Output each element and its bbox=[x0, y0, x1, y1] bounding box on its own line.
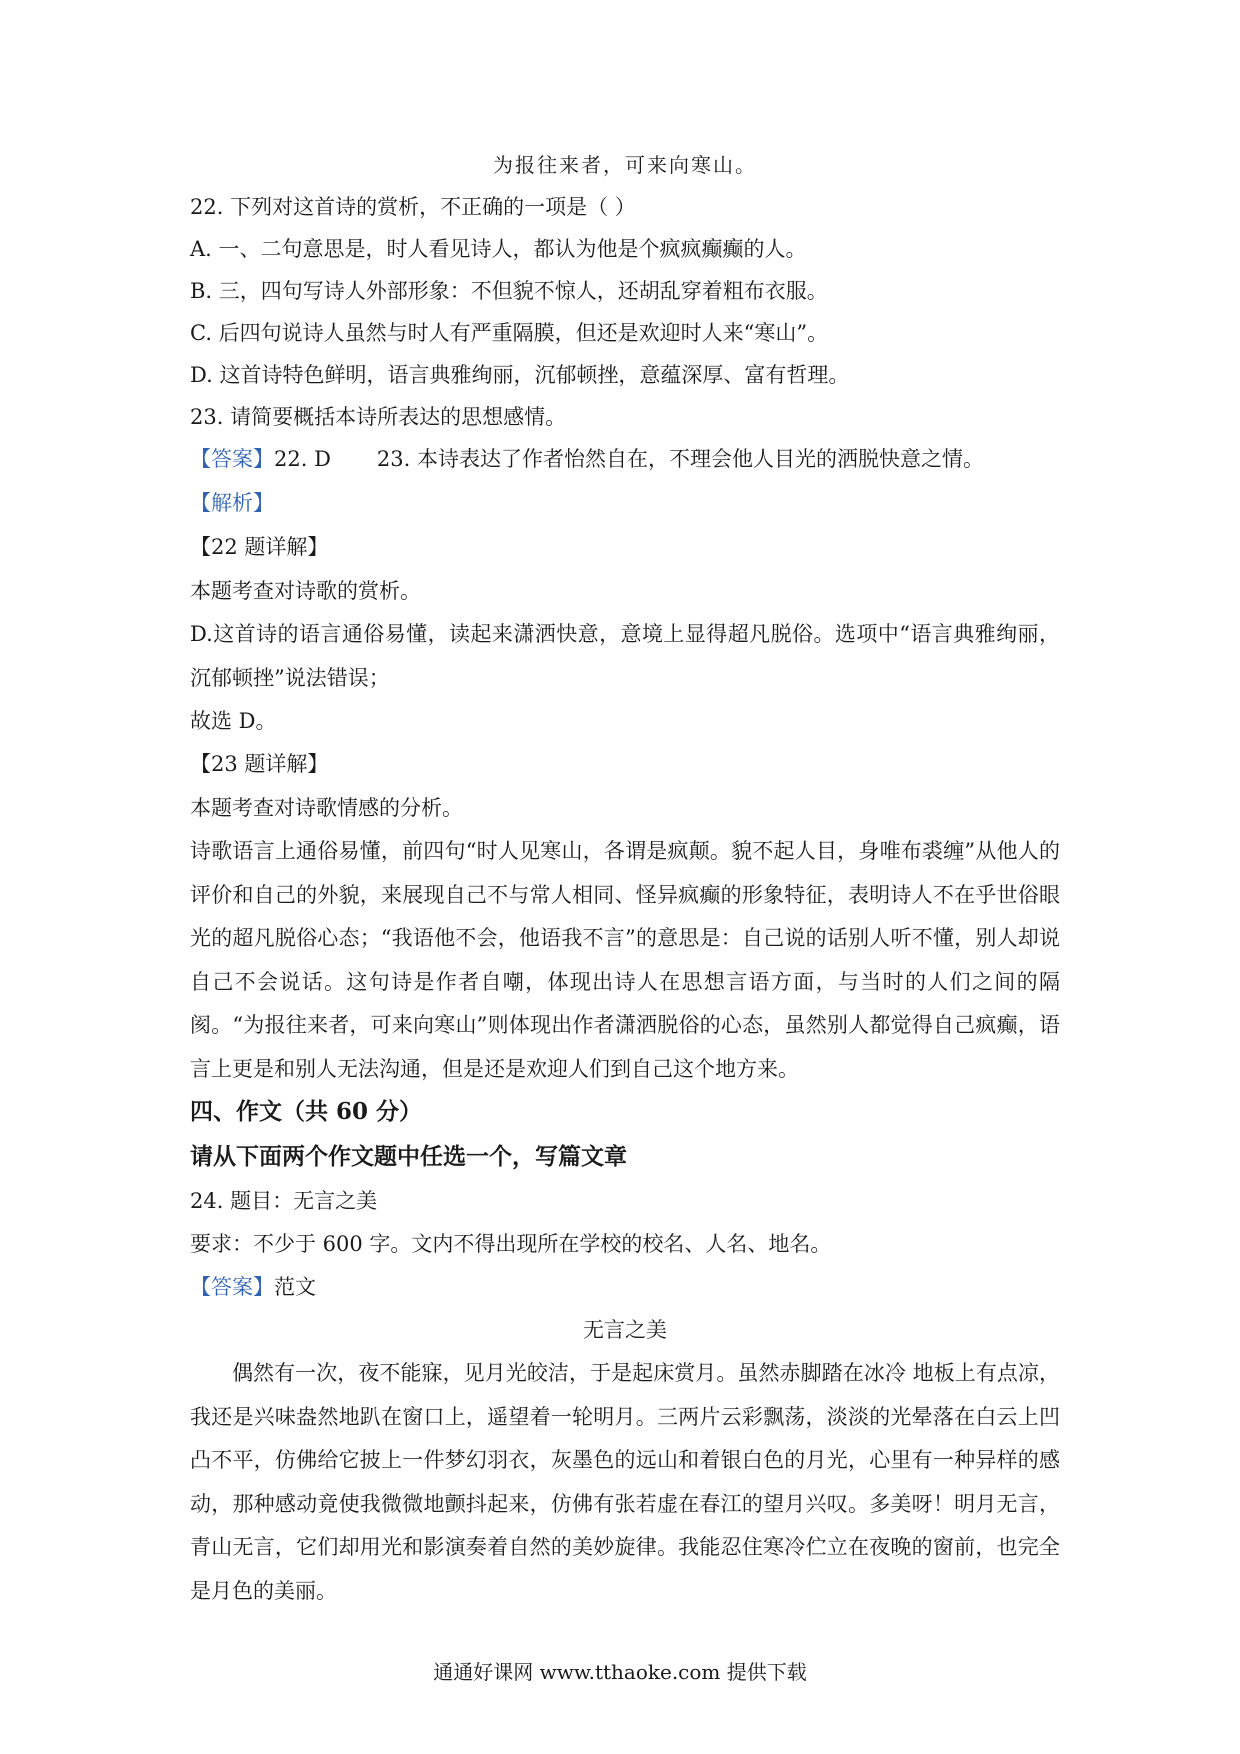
analysis-tag: 【解析】 bbox=[190, 491, 274, 515]
essay-answer-tag: 【答案】 bbox=[190, 1275, 274, 1299]
answer-line bbox=[190, 444, 1060, 474]
detail-23-line1: 本题考查对诗歌情感的分析。 bbox=[190, 796, 463, 820]
detail-22-heading: 【22 题详解】 bbox=[190, 535, 329, 559]
question-22-option-d: D. 这首诗特色鲜明，语言典雅绚丽，沉郁顿挫，意蕴深厚、富有哲理。 bbox=[190, 363, 850, 387]
question-23-stem: 23. 请简要概括本诗所表达的思想感情。 bbox=[190, 405, 567, 429]
detail-22-paragraph: D.这首诗的语言通俗易懂，读起来潇洒快意，意境上显得超凡脱俗。选项中“语言典雅绚丽，沉郁顿挫”说法错误； bbox=[190, 622, 1060, 690]
question-24-requirement: 要求：不少于 600 字。文内不得出现所在学校的校名、人名、地名。 bbox=[190, 1232, 832, 1256]
essay-answer-line bbox=[190, 1272, 1060, 1302]
poem-last-line: 为报往来者，可来向寒山。 bbox=[493, 153, 757, 177]
detail-23-paragraph: 诗歌语言上通俗易懂，前四句“时人见寒山，各谓是疯颠。貌不起人目，身唯布裘缠”从他人的评价和自己的外貌，来展现自己不与常人相同、怪异疯癫的形象特征，表明诗人不在乎世俗眼光的超凡脱俗心态；“我语他不会，他语我不言”的意思是：自己说的话别人听不懂，别人却说自己不会说话。这句诗是作者自嘲，体现出诗人在思想言语方面，与当时的人们之间的隔阂。“为报往来者，可来向寒山”则体现出作者潇洒脱俗的心态，虽然别人都觉得自己疯癫，语言上更是和别人无法沟通，但是还是欢迎人们到自己这个地方来。 bbox=[190, 839, 1060, 1081]
essay-paragraph: 偶然有一次，夜不能寐，见月光皎洁，于是起床赏月。虽然赤脚踏在冰冷 地板上有点凉，我还是兴味盎然地趴在窗口上，遥望着一轮明月。三两片云彩飘荡，淡淡的光晕落在白云上凹凸不平，仿佛给它披上一件梦幻羽衣，灰墨色的远山和着银白色的月光，心里有一种异样的感动，那种感动竟使我微微地颤抖起来，仿佛有张若虚在春江的望月兴叹。多美呀！明月无言，青山无言，它们却用光和影演奏着自然的美妙旋律。我能忍住寒冷伫立在夜晚的窗前，也完全是月色的美丽。 bbox=[190, 1361, 1060, 1603]
section-4-instruction: 请从下面两个作文题中任选一个，写篇文章 bbox=[190, 1143, 627, 1170]
question-22-option-a: A. 一、二句意思是，时人看见诗人，都认为他是个疯疯癫癫的人。 bbox=[190, 237, 807, 261]
detail-23-heading: 【23 题详解】 bbox=[190, 752, 329, 776]
essay-answer-label: 范文 bbox=[274, 1275, 316, 1299]
question-22-stem: 22. 下列对这首诗的赏析，不正确的一项是（ ） bbox=[190, 195, 636, 219]
answer-23: 23. 本诗表达了作者怡然自在，不理会他人目光的洒脱快意之情。 bbox=[376, 447, 984, 471]
detail-22-conclusion: 故选 D。 bbox=[190, 709, 277, 733]
answer-tag: 【答案】 bbox=[190, 447, 274, 471]
answer-22: 22. D bbox=[274, 447, 331, 471]
section-4-title: 四、作文（共 60 分） bbox=[190, 1098, 423, 1125]
question-24-title: 24. 题目：无言之美 bbox=[190, 1189, 378, 1213]
question-22-option-b: B. 三，四句写诗人外部形象：不但貌不惊人，还胡乱穿着粗布衣服。 bbox=[190, 279, 828, 303]
question-22-option-c: C. 后四句说诗人虽然与时人有严重隔膜，但还是欢迎时人来“寒山”。 bbox=[190, 321, 829, 345]
essay-title: 无言之美 bbox=[583, 1318, 667, 1342]
detail-22-line1: 本题考查对诗歌的赏析。 bbox=[190, 579, 421, 603]
page-footer: 通通好课网 www.tthaoke.com 提供下载 bbox=[433, 1660, 807, 1684]
